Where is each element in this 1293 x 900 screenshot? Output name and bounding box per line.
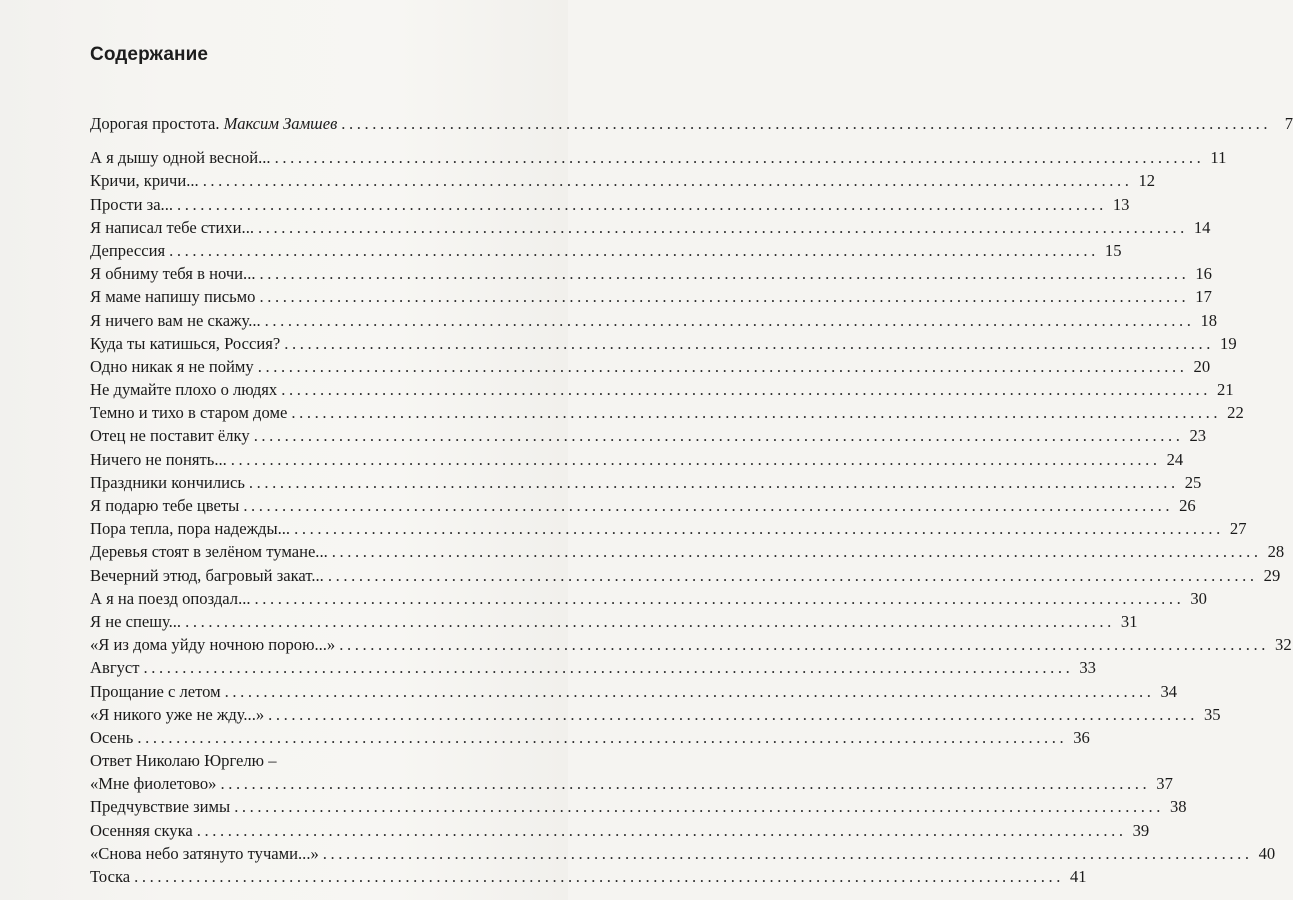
dot-leader: ........................................................................................................................ xyxy=(268,704,1198,724)
toc-page-number: 33 xyxy=(1079,658,1096,678)
toc-page-number: 14 xyxy=(1193,217,1211,237)
toc-entry xyxy=(90,494,1196,517)
toc-page-number: 35 xyxy=(1203,704,1221,724)
toc-page-number: 13 xyxy=(1112,194,1130,214)
toc-entry xyxy=(90,703,1221,726)
toc-entry xyxy=(90,146,1227,169)
toc-entry-title: Пора тепла, пора надежды... xyxy=(90,519,291,539)
dot-leader: ........................................................................................................................ xyxy=(143,658,1074,678)
toc-entry xyxy=(90,819,1150,842)
toc-entry-title: Я обниму тебя в ночи... xyxy=(90,264,256,284)
dot-leader: ........................................................................................................................ xyxy=(259,264,1190,284)
table-of-contents xyxy=(90,112,1293,888)
toc-entry-title: Я подарю тебе цветы xyxy=(90,496,240,515)
toc-page-number: 18 xyxy=(1200,310,1218,330)
toc-entry-title: Август xyxy=(90,658,140,678)
toc-entry-title: «Я никого уже не жду...» xyxy=(90,704,265,724)
toc-entry-title: Праздники кончились xyxy=(90,472,245,492)
toc-entry xyxy=(90,471,1202,494)
toc-entry-title: Дорогая простота. Максим Замшев xyxy=(90,114,338,133)
dot-leader: ........................................................................................................................ xyxy=(248,472,1179,492)
toc-page-number: 25 xyxy=(1184,472,1202,492)
dot-leader: ........................................................................................................................ xyxy=(230,449,1161,469)
toc-page-number: 40 xyxy=(1258,843,1276,863)
toc-entry xyxy=(90,610,1138,633)
toc-page-number: 30 xyxy=(1190,588,1207,608)
dot-leader: ........................................................................................................................ xyxy=(322,843,1253,863)
toc-entry xyxy=(90,355,1211,378)
toc-entry-title: А я на поезд опоздал... xyxy=(90,588,251,608)
toc-page-number: 39 xyxy=(1132,820,1150,840)
toc-entry-title: Отец не поставит ёлку xyxy=(90,426,250,446)
dot-leader: ........................................................................................................................ xyxy=(331,542,1262,562)
dot-leader: ........................................................................................................................ xyxy=(284,333,1215,353)
dot-leader: ........................................................................................................................ xyxy=(234,797,1164,817)
toc-entry xyxy=(90,216,1211,239)
toc-page-number: 34 xyxy=(1160,681,1178,701)
toc-page-number: 11 xyxy=(1210,148,1227,168)
dot-leader: ........................................................................................................................ xyxy=(254,588,1185,608)
toc-entry xyxy=(90,424,1207,447)
toc-entry xyxy=(90,842,1276,865)
toc-page-number: 15 xyxy=(1104,240,1122,260)
toc-entry xyxy=(90,633,1292,656)
page-title: Содержание xyxy=(90,44,209,65)
toc-entry-title: Я маме напишу письмо xyxy=(90,287,256,307)
toc-page-number: 32 xyxy=(1275,635,1292,655)
toc-page-number: 31 xyxy=(1120,611,1138,631)
toc-entry xyxy=(90,309,1218,332)
toc-entry xyxy=(90,656,1096,679)
dot-leader: ........................................................................................................................ xyxy=(220,774,1151,794)
toc-entry xyxy=(90,726,1090,749)
toc-page-number: 23 xyxy=(1189,426,1207,446)
toc-entry-title: Вечерний этюд, багровый закат... xyxy=(90,565,324,585)
toc-entry-title: Не думайте плохо о людях xyxy=(90,380,278,400)
toc-entry xyxy=(90,112,1293,135)
toc-entry-title: Прости за... xyxy=(90,194,174,214)
toc-entry-title: Осенняя скука xyxy=(90,820,193,840)
toc-entry xyxy=(90,587,1207,610)
toc-entry xyxy=(90,564,1281,587)
dot-leader: ........................................................................................................................ xyxy=(291,403,1222,423)
dot-leader: ........................................................................................................................ xyxy=(341,114,1272,133)
toc-entry xyxy=(90,540,1285,563)
toc-entry-title: Куда ты катишься, Россия? xyxy=(90,333,281,353)
toc-entry xyxy=(90,517,1247,540)
toc-entry xyxy=(90,169,1156,192)
dot-leader: ........................................................................................................................ xyxy=(137,727,1068,747)
dot-leader: ........................................................................................................................ xyxy=(294,519,1224,539)
toc-entry-title: «Снова небо затянуто тучами...» xyxy=(90,843,319,863)
toc-page-number: 20 xyxy=(1193,356,1211,376)
toc-page-number: 37 xyxy=(1156,774,1173,794)
toc-page-number: 28 xyxy=(1267,542,1285,562)
toc-page-number: 19 xyxy=(1220,333,1237,353)
dot-leader: ........................................................................................................................ xyxy=(169,240,1099,260)
dot-leader: ........................................................................................................................ xyxy=(224,681,1155,701)
dot-leader: ........................................................................................................................ xyxy=(259,287,1190,307)
toc-page-number: 17 xyxy=(1195,287,1212,307)
toc-entry-title: Кричи, кричи... xyxy=(90,171,199,191)
toc-entry-title: Одно никак я не пойму xyxy=(90,356,254,376)
dot-leader: ........................................................................................................................ xyxy=(264,310,1195,330)
toc-page-number: 21 xyxy=(1217,380,1234,400)
toc-page-number: 27 xyxy=(1229,519,1247,539)
toc-entry-title: Темно и тихо в старом доме xyxy=(90,403,288,423)
toc-page-number: 7 xyxy=(1284,114,1293,133)
toc-page-number: 16 xyxy=(1195,264,1212,284)
toc-entry-title: «Мне фиолетово» xyxy=(90,774,217,794)
dot-leader: ........................................................................................................................ xyxy=(243,496,1174,515)
toc-page-number: 22 xyxy=(1227,403,1244,423)
toc-entry-title: «Я из дома уйду ночною порою...» xyxy=(90,635,336,655)
toc-entry xyxy=(90,332,1237,355)
toc-entry xyxy=(90,378,1234,401)
toc-entry-author: Максим Замшев xyxy=(223,114,338,133)
toc-entry xyxy=(90,262,1212,285)
toc-entry xyxy=(90,193,1130,216)
toc-page-number: 29 xyxy=(1263,565,1281,585)
toc-entry xyxy=(90,865,1087,888)
toc-entry xyxy=(90,749,498,772)
toc-entry xyxy=(90,772,1173,795)
toc-entry xyxy=(90,401,1244,424)
toc-page-number: 41 xyxy=(1069,867,1087,886)
dot-leader: ........................................................................................................................ xyxy=(327,565,1258,585)
toc-entry-title: Предчувствие зимы xyxy=(90,797,231,817)
toc-page-number: 26 xyxy=(1179,496,1196,515)
dot-leader: ........................................................................................................................ xyxy=(258,217,1188,237)
toc-page-number: 38 xyxy=(1170,797,1187,817)
toc-page-number: 36 xyxy=(1073,727,1090,747)
dot-leader: ........................................................................................................................ xyxy=(274,148,1205,168)
dot-leader: ........................................................................................................................ xyxy=(257,356,1188,376)
toc-entry xyxy=(90,680,1178,703)
toc-entry xyxy=(90,285,1212,308)
dot-leader: ........................................................................................................................ xyxy=(185,611,1115,631)
toc-entry-title: Я ничего вам не скажу... xyxy=(90,310,261,330)
dot-leader: ........................................................................................................................ xyxy=(281,380,1212,400)
toc-entry-title: Тоска xyxy=(90,867,131,886)
dot-leader: ........................................................................................................................ xyxy=(196,820,1127,840)
toc-entry xyxy=(90,239,1122,262)
toc-page-number: 24 xyxy=(1166,449,1184,469)
toc-page-number: 12 xyxy=(1138,171,1156,191)
dot-leader: ........................................................................................................................ xyxy=(134,867,1064,886)
dot-leader: ........................................................................................................................ xyxy=(339,635,1270,655)
toc-entry-title: Ответ Николаю Юргелю – xyxy=(90,751,277,771)
toc-entry-title: Я не спешу... xyxy=(90,611,182,631)
toc-entry-title: А я дышу одной весной... xyxy=(90,148,271,168)
toc-entry-title: Прощание с летом xyxy=(90,681,221,701)
toc-entry-title: Осень xyxy=(90,727,134,747)
dot-leader: ........................................................................................................................ xyxy=(177,194,1107,214)
toc-entry-title: Я написал тебе стихи... xyxy=(90,217,254,237)
toc-entry-title: Деревья стоят в зелёном тумане... xyxy=(90,542,328,562)
toc-entry-title: Ничего не понять... xyxy=(90,449,227,469)
toc-entry-title: Депрессия xyxy=(90,240,166,260)
toc-entry xyxy=(90,795,1187,818)
toc-entry xyxy=(90,448,1184,471)
dot-leader: ........................................................................................................................ xyxy=(202,171,1133,191)
dot-leader: ........................................................................................................................ xyxy=(253,426,1184,446)
